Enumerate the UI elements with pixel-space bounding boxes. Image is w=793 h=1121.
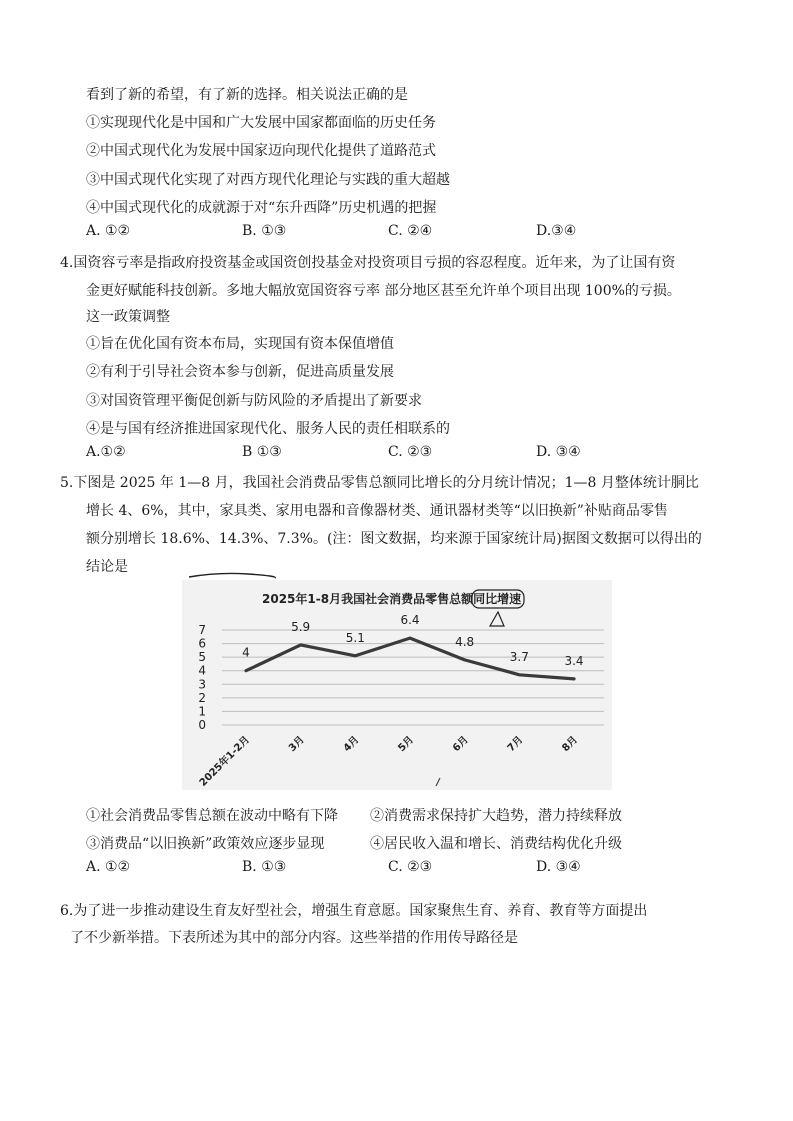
x-tick-label: 7月 xyxy=(505,734,526,755)
q5-stem-line-1: 5.下图是 2025 年 1—8 月，我国社会消费品零售总额同比增长的分月统计情况；1—8 月整体统计胴比 xyxy=(60,475,699,491)
q5-option-c[interactable]: C. ②③ xyxy=(388,859,433,875)
q3-option-d[interactable]: D.③④ xyxy=(536,223,577,239)
y-tick-label: 6 xyxy=(198,636,206,651)
q3-stem-tail: 看到了新的希望，有了新的选择。相关说法正确的是 xyxy=(86,87,408,103)
x-tick-label: 6月 xyxy=(451,734,471,755)
q4-stem-line-1: 4.国资容亏率是指政府投资基金或国资创投基金对投资项目亏损的容忍程度。近年来，为了让国有资 xyxy=(60,255,676,271)
handwritten-triangle xyxy=(490,612,504,626)
q4-option-b[interactable]: B ①③ xyxy=(242,444,282,460)
q4-option-a[interactable]: A.①② xyxy=(86,444,126,460)
q3-item-2: ②中国式现代化为发展中国家迈向现代化提供了道路范式 xyxy=(86,143,436,159)
q4-stem-line-3: 这一政策调整 xyxy=(86,309,170,325)
line-chart xyxy=(182,580,612,790)
q5-item-4: ④居民收入温和增长、消费结构优化升级 xyxy=(370,836,622,852)
y-tick-label: 7 xyxy=(198,623,206,637)
x-tick-label: 8月 xyxy=(560,734,581,755)
y-tick-label: 0 xyxy=(198,718,206,732)
q4-item-3: ③对国资管理平衡促创新与防风险的矛盾提出了新要求 xyxy=(86,393,422,409)
data-label: 5.9 xyxy=(291,619,311,634)
data-label: 6.4 xyxy=(400,613,420,628)
data-label: 3.7 xyxy=(509,649,529,664)
q3-option-b[interactable]: B. ①③ xyxy=(242,223,287,239)
q4-item-4: ④是与国有经济推进国家现代化、服务人民的责任相联系的 xyxy=(86,421,450,437)
q3-option-c[interactable]: C. ②④ xyxy=(388,223,433,239)
q6-stem-line-2: 了不少新举措。下表所述为其中的部分内容。这些举措的作用传导路径是 xyxy=(70,930,518,946)
q4-item-2: ②有利于引导社会资本参与创新，促进高质量发展 xyxy=(86,364,394,380)
q3-item-3: ③中国式现代化实现了对西方现代化理论与实践的重大超越 xyxy=(86,172,450,188)
q5-item-1: ①社会消费品零售总额在波动中略有下降 xyxy=(86,808,338,824)
q4-option-d[interactable]: D. ③④ xyxy=(536,444,581,460)
q5-stem-line-2: 增长 4、6%，其中，家具类、家用电器和音像器材类、通讯器材类等“以旧换新”补贴商品零售 xyxy=(86,503,668,519)
q3-item-4: ④中国式现代化的成就源于对“东升西降”历史机遇的把握 xyxy=(86,200,437,216)
q3-item-1: ①实现现代化是中国和广大发展中国家都面临的历史任务 xyxy=(86,115,436,131)
chart-title: 2025年1-8月我国社会消费品零售总额同比增速 xyxy=(262,592,522,606)
x-tick-label: 3月 xyxy=(287,734,307,755)
q6-stem-line-1: 6.为了进一步推动建设生育友好型社会，增强生育意愿。国家聚焦生育、养育、教育等方面提出 xyxy=(60,903,648,919)
q5-item-3: ③消费品“以旧换新”政策效应逐步显现 xyxy=(86,836,325,852)
q5-option-a[interactable]: A. ①② xyxy=(86,859,131,875)
chart-image xyxy=(182,580,612,790)
q5-item-2: ②消费需求保持扩大趋势，潜力持续释放 xyxy=(370,808,622,824)
q5-option-b[interactable]: B. ①③ xyxy=(242,859,287,875)
q4-option-c[interactable]: C. ②③ xyxy=(388,444,433,460)
data-label: 4.8 xyxy=(455,634,475,649)
data-label: 4 xyxy=(242,645,250,660)
y-tick-label: 2 xyxy=(198,690,206,705)
q4-stem-line-2: 金更好赋能科技创新。多地大幅放宽国资容亏率 部分地区甚至允许单个项目出现 100%的亏损。 xyxy=(86,283,681,299)
y-tick-label: 4 xyxy=(198,663,206,678)
pen-mark xyxy=(436,778,440,786)
y-tick-label: 3 xyxy=(198,677,206,692)
data-label: 5.1 xyxy=(345,630,365,645)
q5-option-d[interactable]: D. ③④ xyxy=(536,859,581,875)
y-tick-label: 5 xyxy=(198,650,206,665)
q5-stem-line-4: 结论是 xyxy=(86,559,128,575)
x-tick-label: 2025年1-2月 xyxy=(197,734,253,789)
q4-item-1: ①旨在优化国有资本布局，实现国有资本保值增值 xyxy=(86,336,394,352)
x-tick-label: 5月 xyxy=(396,734,417,755)
q3-option-a[interactable]: A. ①② xyxy=(86,223,131,239)
q5-stem-line-3: 额分别增长 18.6%、14.3%、7.3%。(注：图文数据，均来源于国家统计局)据图文数据可以得出的 xyxy=(86,531,702,547)
x-tick-label: 4月 xyxy=(341,734,362,755)
y-tick-label: 1 xyxy=(198,704,206,719)
data-label: 3.4 xyxy=(564,653,584,668)
